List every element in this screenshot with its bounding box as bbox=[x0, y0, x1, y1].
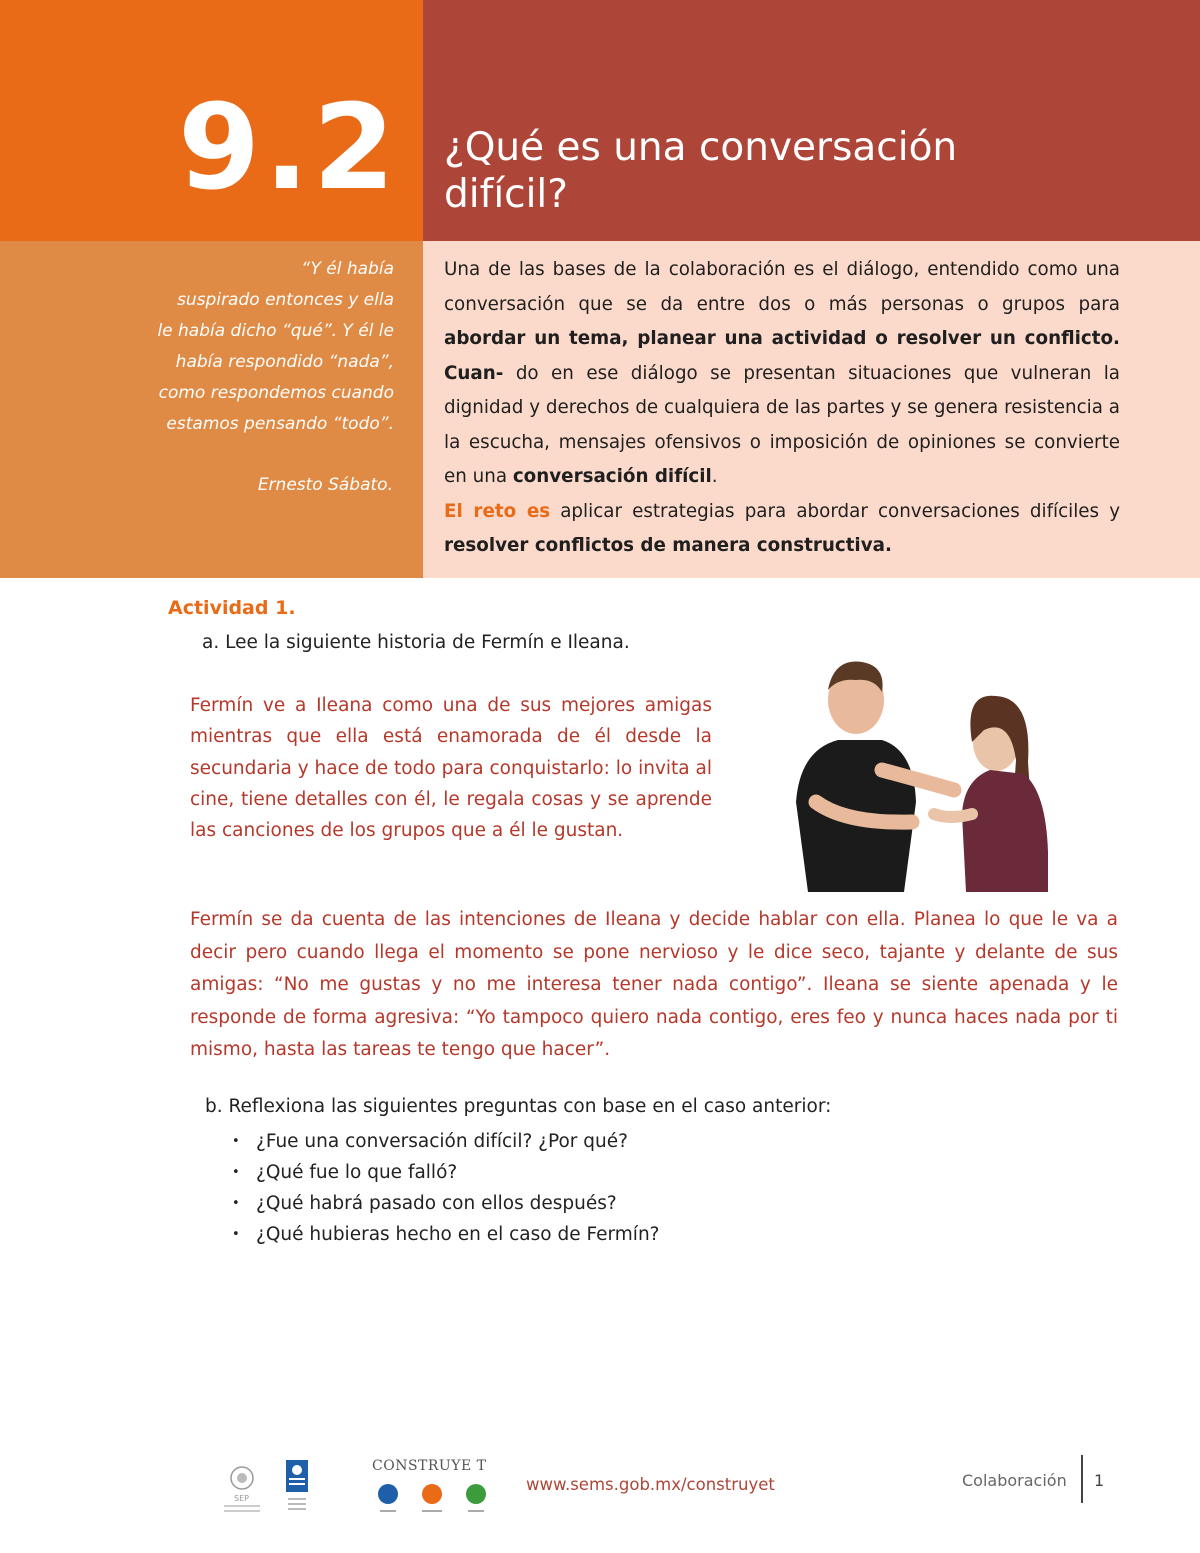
instruction-b: b. Reflexiona las siguientes preguntas con base en el caso anterior: bbox=[205, 1096, 832, 1117]
section-number: 9.2 bbox=[178, 78, 400, 216]
story-paragraph-2: Fermín se da cuenta de las intenciones de Ileana y decide hablar con ella. Planea lo que le va a decir pero cuando llega el momento se pone nervioso y le dice seco, tajante y delante de sus amigas: “No me gustas y no me interesa tener nada contigo”. Ileana se siente apenada y le responde de forma agresiva: “Yo tampoco quiero nada contigo, eres feo y nunca haces nada por ti mismo, hasta las tareas te tengo que hacer”. bbox=[190, 909, 1118, 1060]
footer-section-name: Colaboración bbox=[962, 1471, 1067, 1490]
sponsor-logos bbox=[216, 1458, 516, 1518]
list-item: • ¿Qué fue lo que falló? bbox=[232, 1157, 660, 1188]
sep-logo bbox=[224, 1467, 260, 1512]
bullet-icon: • bbox=[232, 1196, 240, 1211]
construye-t-logo bbox=[372, 1458, 487, 1512]
list-item: • ¿Qué hubieras hecho en el caso de Fermín? bbox=[232, 1219, 660, 1250]
quote-line: estamos pensando “todo”. bbox=[166, 414, 394, 434]
intro-paragraph: Una de las bases de la colaboración es el diálogo, entendido como una conversación que se da entre dos o más personas o grupos para abordar un tema, planear una actividad o resolver un conflicto. Cuan- do en ese diálogo se presentan situaciones que vulneran la dignidad y derechos de cualquiera de las partes y se genera resistencia a la escucha, mensajes ofensivos o imposición de opiniones se convierte en una conversación difícil. El reto es aplicar estrategias para abordar conversaciones difíciles y resolver conflictos de manera constructiva. bbox=[444, 259, 1121, 556]
quote-author: Ernesto Sábato. bbox=[257, 475, 393, 495]
story-paragraph-1: Fermín ve a Ileana como una de sus mejores amigas mientras que ella está enamorada de él desde la secundaria y hace de todo para conquistarlo: lo invita al cine, tiene detalles con él, le regala cosas y se aprende las canciones de los grupos que a él le gustan. bbox=[190, 695, 712, 842]
list-item: • ¿Qué habrá pasado con ellos después? bbox=[232, 1188, 660, 1219]
footer-divider bbox=[1081, 1455, 1083, 1503]
undp-logo bbox=[286, 1460, 308, 1510]
question-list bbox=[232, 1126, 660, 1250]
conversation-photo bbox=[786, 652, 1056, 892]
activity-title: Actividad 1. bbox=[168, 597, 296, 619]
epigraph-quote bbox=[120, 254, 394, 440]
construye-t-logo-text: CONSTRUYE T bbox=[372, 1458, 487, 1474]
quote-line: como respondemos cuando bbox=[158, 383, 394, 403]
quote-line: suspirado entonces y ella bbox=[177, 290, 394, 310]
quote-line: había respondido “nada”, bbox=[175, 352, 394, 372]
list-item: • ¿Fue una conversación difícil? ¿Por qué? bbox=[232, 1126, 660, 1157]
bullet-icon: • bbox=[232, 1165, 240, 1180]
challenge-label: El reto es bbox=[444, 500, 551, 522]
bullet-icon: • bbox=[232, 1227, 240, 1242]
instruction-a: a. Lee la siguiente historia de Fermín e Ileana. bbox=[202, 632, 630, 653]
sep-logo-text: SEP bbox=[234, 1494, 249, 1503]
page-number: 1 bbox=[1094, 1471, 1105, 1490]
footer-url[interactable]: www.sems.gob.mx/construyet bbox=[526, 1475, 775, 1494]
quote-line: le había dicho “qué”. Y él le bbox=[157, 321, 394, 341]
quote-line: “Y él había bbox=[301, 259, 394, 279]
bullet-icon: • bbox=[232, 1134, 240, 1149]
page-title: ¿Qué es una conversación difícil? bbox=[444, 125, 958, 217]
